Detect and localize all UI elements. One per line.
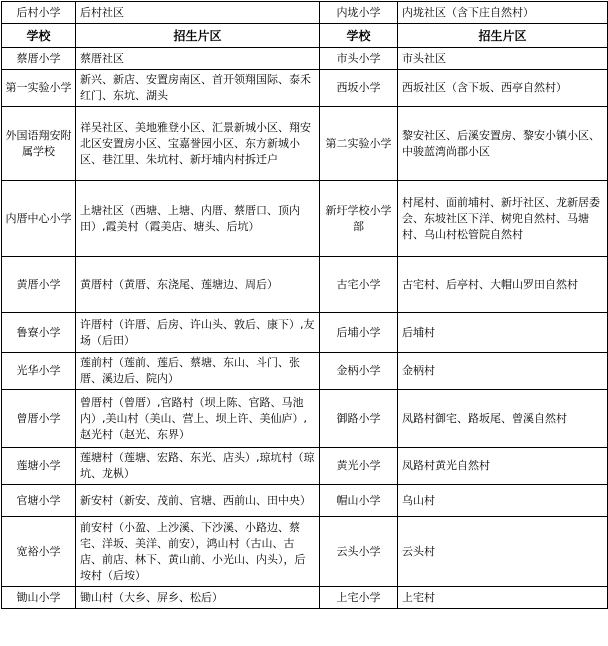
school-cell: 古宅小学 xyxy=(320,257,398,313)
zone-cell: 锄山村（大乡、屏乡、松后） xyxy=(76,587,320,609)
school-cell: 宽裕小学 xyxy=(2,517,76,587)
zone-cell: 莲前村（莲前、莲后、蔡塘、东山、斗门、张厝、溪边后、院内） xyxy=(76,353,320,390)
school-cell: 第二实验小学 xyxy=(320,107,398,181)
table-row xyxy=(2,587,608,609)
zone-cell: 祥吴社区、美地雅登小区、汇景新城小区、翔安北区安置房小区、宝嘉誉园小区、东方新城小区、巷江里、朱坑村、新圩埔内村拆迁户 xyxy=(76,107,320,181)
school-cell: 蔡厝小学 xyxy=(2,48,76,70)
zone-cell: 上宅村 xyxy=(398,587,608,609)
school-cell: 官塘小学 xyxy=(2,485,76,517)
zone-cell: 黄厝村（黄厝、东浇尾、莲塘边、周后） xyxy=(76,257,320,313)
zone-cell: 上塘社区（西塘、上塘、内厝、蔡厝口、顶内田）,霞美村（霞美店、塘头、后坑） xyxy=(76,181,320,257)
table-row xyxy=(2,107,608,181)
zone-cell: 后埔村 xyxy=(398,313,608,353)
table-row xyxy=(2,257,608,313)
school-cell: 曾厝小学 xyxy=(2,390,76,448)
zone-cell: 村尾村、面前埔村、新圩社区、龙新居委会、东坡社区下洋、树兜自然村、马塘村、乌山村松管院自然村 xyxy=(398,181,608,257)
table-row xyxy=(2,181,608,257)
table-row xyxy=(2,70,608,107)
school-cell: 内垅小学 xyxy=(320,2,398,24)
table-row xyxy=(2,353,608,390)
zone-cell: 西坂社区（含下坂、西亭自然村） xyxy=(398,70,608,107)
zone-cell: 乌山村 xyxy=(398,485,608,517)
table-row xyxy=(2,390,608,448)
zone-cell: 凤路村黄光自然村 xyxy=(398,448,608,485)
zone-cell: 许厝村（许厝、后房、许山头、敦后、康下）,友场（后田） xyxy=(76,313,320,353)
zone-cell: 前安村（小盈、上沙溪、下沙溪、小路边、蔡宅、洋坂、美洋、前安），鸿山村（古山、古店、前店、林下、黄山前、小光山、内头），后垵村（后垵） xyxy=(76,517,320,587)
school-zone-table xyxy=(1,1,608,609)
zone-cell: 金柄村 xyxy=(398,353,608,390)
top-row xyxy=(2,2,608,24)
table-row xyxy=(2,48,608,70)
school-cell: 锄山小学 xyxy=(2,587,76,609)
school-cell: 光华小学 xyxy=(2,353,76,390)
school-header: 学校 xyxy=(320,24,398,48)
zone-cell: 凤路村御宅、路坂尾、曾溪自然村 xyxy=(398,390,608,448)
zone-cell: 新兴、新店、安置房南区、首开领翔国际、泰禾红门、东坑、湖头 xyxy=(76,70,320,107)
zone-cell: 市头社区 xyxy=(398,48,608,70)
school-cell: 后埔小学 xyxy=(320,313,398,353)
zone-cell: 内垅社区（含下庄自然村） xyxy=(398,2,608,24)
school-cell: 御路小学 xyxy=(320,390,398,448)
zone-cell: 云头村 xyxy=(398,517,608,587)
school-cell: 云头小学 xyxy=(320,517,398,587)
school-cell: 第一实验小学 xyxy=(2,70,76,107)
school-cell: 后村小学 xyxy=(2,2,76,24)
zone-cell: 后村社区 xyxy=(76,2,320,24)
zone-cell: 古宅村、后亭村、大帽山罗田自然村 xyxy=(398,257,608,313)
table-row xyxy=(2,313,608,353)
school-cell: 外国语翔安附属学校 xyxy=(2,107,76,181)
table-row xyxy=(2,448,608,485)
zone-cell: 蔡厝社区 xyxy=(76,48,320,70)
zone-header: 招生片区 xyxy=(76,24,320,48)
school-cell: 新圩学校小学部 xyxy=(320,181,398,257)
zone-cell: 新安村（新安、茂前、官塘、西前山、田中央） xyxy=(76,485,320,517)
school-cell: 市头小学 xyxy=(320,48,398,70)
school-header: 学校 xyxy=(2,24,76,48)
school-cell: 西坂小学 xyxy=(320,70,398,107)
school-cell: 上宅小学 xyxy=(320,587,398,609)
zone-cell: 黎安社区、后溪安置房、黎安小镇小区、中骏蓝湾尚郡小区 xyxy=(398,107,608,181)
school-cell: 金柄小学 xyxy=(320,353,398,390)
table-body xyxy=(2,2,608,609)
school-cell: 莲塘小学 xyxy=(2,448,76,485)
school-cell: 黄光小学 xyxy=(320,448,398,485)
zone-header: 招生片区 xyxy=(398,24,608,48)
zone-cell: 曾厝村（曾厝）,官路村（坝上陈、官路、马池内）,美山村（美山、营上、坝上许、美仙庐）,赵光村（赵光、东界） xyxy=(76,390,320,448)
school-cell: 内厝中心小学 xyxy=(2,181,76,257)
table-row xyxy=(2,517,608,587)
zone-cell: 莲塘村（莲塘、宏路、东光、店头）,琼坑村（琼坑、龙枞） xyxy=(76,448,320,485)
header-row xyxy=(2,24,608,48)
table-row xyxy=(2,485,608,517)
school-cell: 帽山小学 xyxy=(320,485,398,517)
school-cell: 黄厝小学 xyxy=(2,257,76,313)
school-cell: 鲁寮小学 xyxy=(2,313,76,353)
